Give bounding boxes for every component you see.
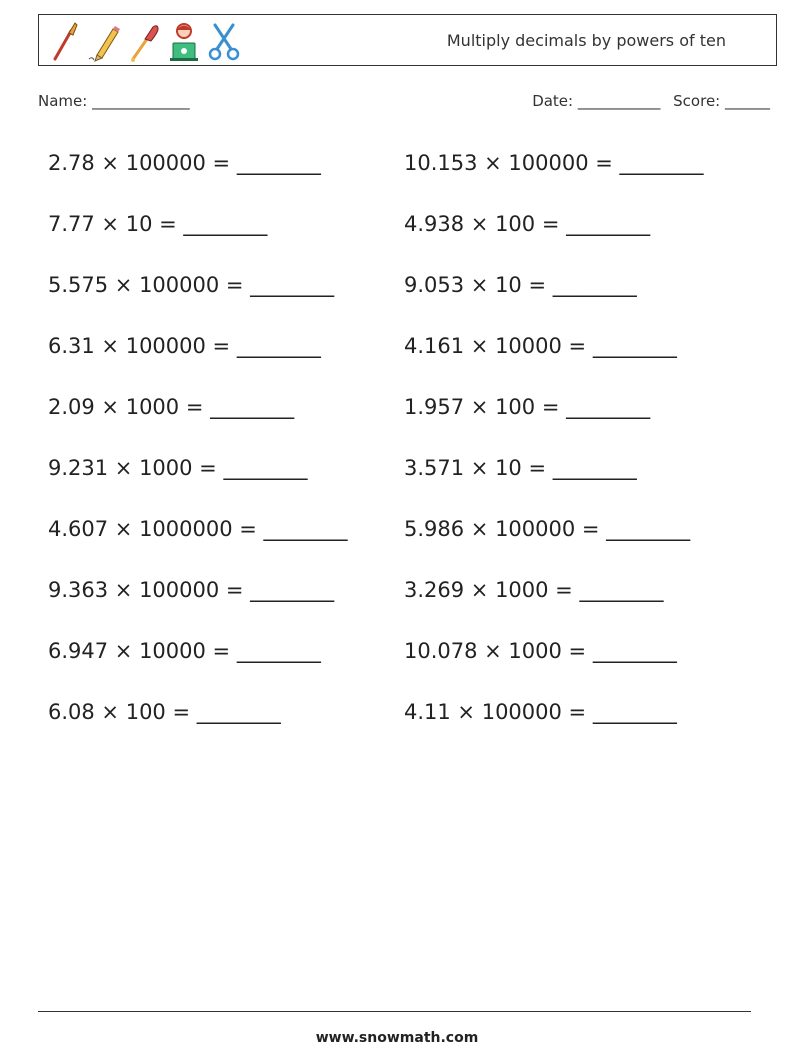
- problem-item: 4.11 × 100000 = ________: [404, 700, 677, 724]
- name-field: Name: _____________: [38, 92, 190, 110]
- problem-item: 6.31 × 100000 = ________: [48, 334, 321, 358]
- footer-divider: [38, 1011, 751, 1012]
- problem-item: 9.231 × 1000 = ________: [48, 456, 308, 480]
- problem-item: 5.986 × 100000 = ________: [404, 517, 691, 541]
- problem-item: 6.947 × 10000 = ________: [48, 639, 321, 663]
- problem-item: 4.607 × 1000000 = ________: [48, 517, 348, 541]
- problem-item: 4.161 × 10000 = ________: [404, 334, 677, 358]
- problem-item: 2.78 × 100000 = ________: [48, 151, 321, 175]
- paintbrush-icon: [47, 19, 81, 63]
- problem-item: 10.153 × 100000 = ________: [404, 151, 704, 175]
- score-field: Score: ______: [673, 92, 770, 110]
- dropper-icon: [127, 19, 161, 63]
- scissors-icon: [207, 19, 241, 63]
- problem-item: 5.575 × 100000 = ________: [48, 273, 335, 297]
- problem-item: 3.269 × 1000 = ________: [404, 578, 664, 602]
- problem-item: 1.957 × 100 = ________: [404, 395, 651, 419]
- problem-item: 10.078 × 1000 = ________: [404, 639, 677, 663]
- problem-item: 4.938 × 100 = ________: [404, 212, 651, 236]
- student-laptop-icon: [167, 19, 201, 63]
- problem-item: 3.571 × 10 = ________: [404, 456, 637, 480]
- problem-item: 6.08 × 100 = ________: [48, 700, 281, 724]
- icon-strip: [47, 19, 241, 63]
- problem-item: 2.09 × 1000 = ________: [48, 395, 295, 419]
- problem-item: 7.77 × 10 = ________: [48, 212, 268, 236]
- problem-item: 9.053 × 10 = ________: [404, 273, 637, 297]
- problem-item: 9.363 × 100000 = ________: [48, 578, 335, 602]
- pencil-icon: [87, 19, 121, 63]
- date-field: Date: ___________: [532, 92, 661, 110]
- worksheet-title: Multiply decimals by powers of ten: [446, 31, 726, 50]
- footer-site[interactable]: www.snowmath.com: [315, 1030, 479, 1046]
- header-box: [38, 14, 777, 66]
- date-score-fields: [532, 92, 770, 110]
